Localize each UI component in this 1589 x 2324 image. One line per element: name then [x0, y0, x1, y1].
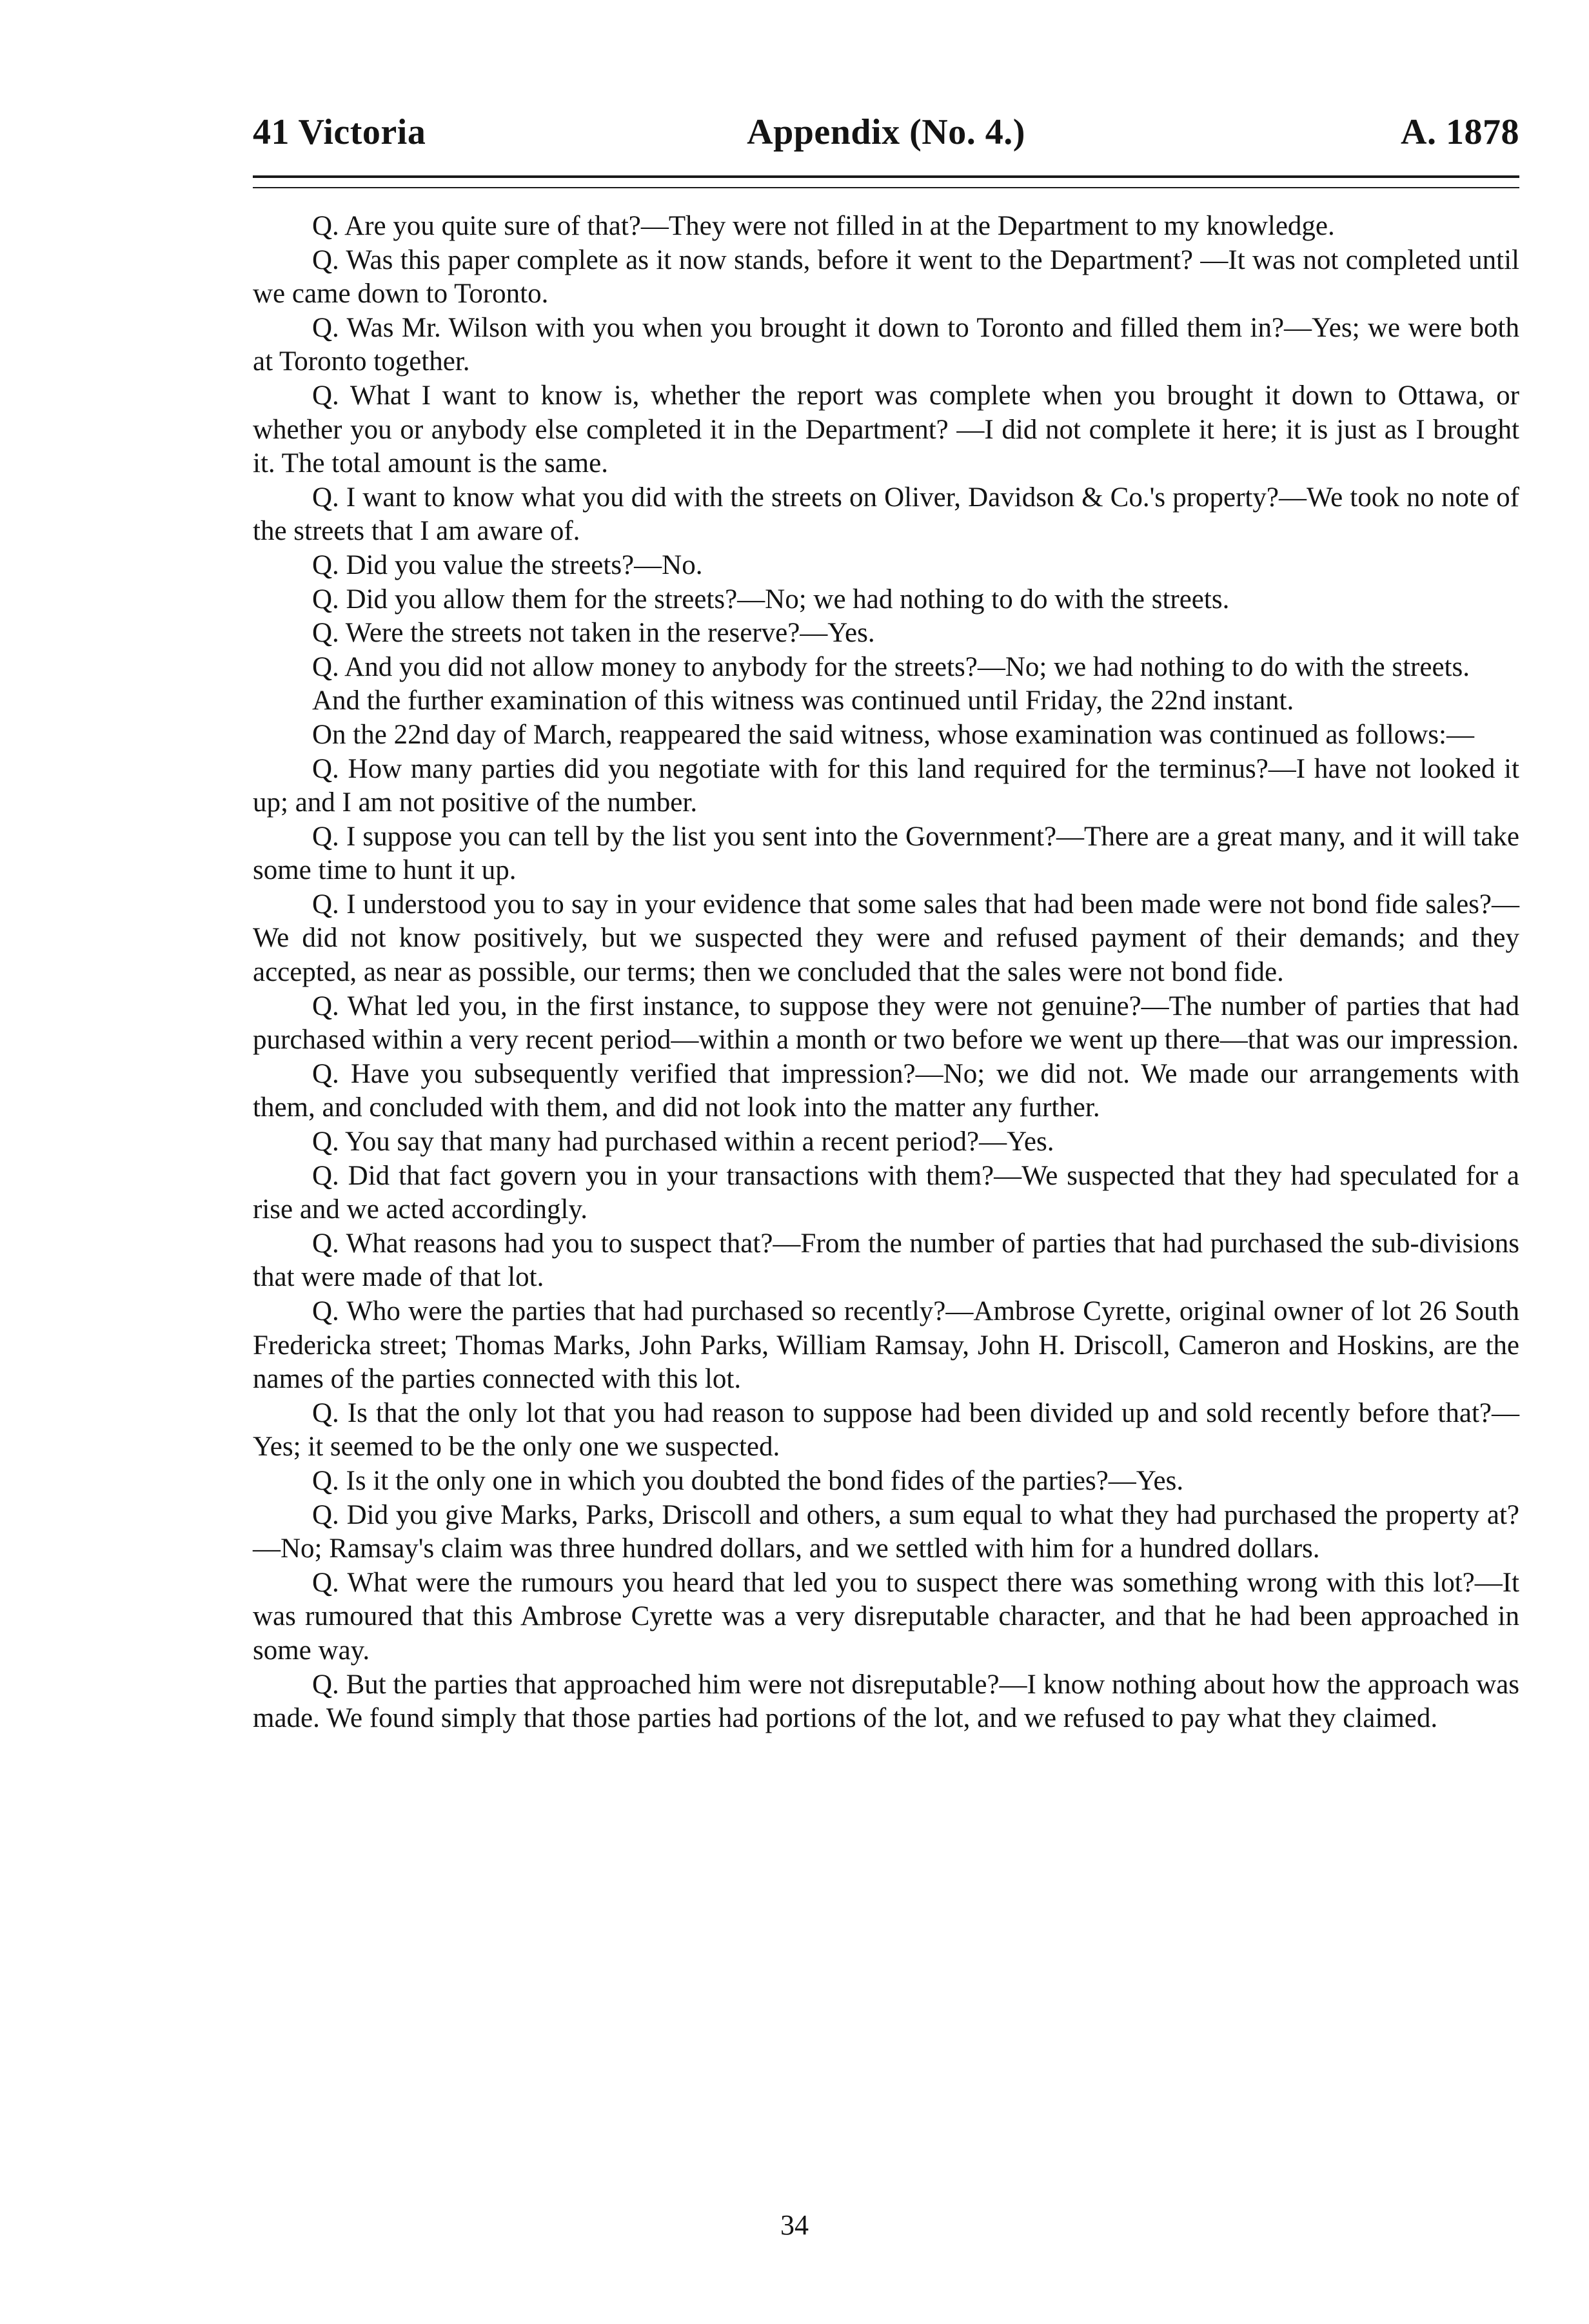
paragraph: Q. Was Mr. Wilson with you when you brought it down to Toronto and filled them in?—Yes; we were both at Toronto together. [253, 312, 1519, 377]
header-appendix: Appendix (No. 4.) [747, 112, 1025, 152]
paragraph: Q. I want to know what you did with the streets on Oliver, Davidson & Co.'s property?—We took no note of the streets that I am aware of. [253, 482, 1519, 547]
testimony-body [253, 210, 1519, 1736]
paragraph: Q. And you did not allow money to anybody for the streets?—No; we had nothing to do with the streets. [312, 651, 1470, 682]
paragraph: Q. Have you subsequently verified that impression?—No; we did not. We made our arrangements with them, and concluded with them, and did not look into the matter any further. [253, 1058, 1519, 1123]
paragraph: Q. What led you, in the first instance, to suppose they were not genuine?—The number of parties that had purchased within a very recent period—within a month or two before we went up there—that was our impression. [253, 990, 1519, 1056]
header-year: A. 1878 [1401, 112, 1519, 152]
paragraph: Q. What were the rumours you heard that led you to suspect there was something wrong with this lot?—It was rumoured that this Ambrose Cyrette was a very disreputable character, and that he had been approached in some way. [253, 1567, 1519, 1666]
paragraph: Q. You say that many had purchased within a recent period?—Yes. [312, 1127, 1054, 1157]
paragraph: Q. Who were the parties that had purchased so recently?—Ambrose Cyrette, original owner of lot 26 South Fredericka street; Thomas Marks, John Parks, William Ramsay, John H. Driscoll, Cameron and Hoskins, are the names of the parties connected with this lot. [253, 1296, 1519, 1395]
paragraph: Q. How many parties did you negotiate with for this land required for the terminus?—I have not looked it up; and I am not positive of the number. [253, 753, 1519, 818]
paragraph: On the 22nd day of March, reappeared the said witness, whose examination was continued as follows:— [312, 719, 1474, 750]
paragraph: Q. Is it the only one in which you doubted the bond fides of the parties?—Yes. [312, 1465, 1184, 1496]
paragraph: Q. What I want to know is, whether the report was complete when you brought it down to Ottawa, or whether you or anybody else completed it in the Department? —I did not complete it here; it is just as I brought it. The total amount is the same. [253, 380, 1519, 479]
header-rule [253, 175, 1519, 188]
running-header [253, 97, 1519, 168]
paragraph: Q. But the parties that approached him were not disreputable?—I know nothing about how the approach was made. We found simply that those parties had portions of the lot, and we refused to pay what they claimed. [253, 1669, 1519, 1734]
paragraph: Q. What reasons had you to suspect that?—From the number of parties that had purchased the sub-divisions that were made of that lot. [253, 1228, 1519, 1293]
paragraph: Q. Are you quite sure of that?—They were not filled in at the Department to my knowledge. [312, 211, 1335, 241]
paragraph: And the further examination of this witness was continued until Friday, the 22nd instant. [312, 685, 1294, 716]
paragraph: Q. I understood you to say in your evidence that some sales that had been made were not bond fide sales?—We did not know positively, but we suspected they were and refused payment of their demands; and they accepted, as near as possible, our terms; then we concluded that the sales were not bond fide. [253, 889, 1519, 988]
page-number: 34 [780, 2209, 809, 2241]
paragraph: Q. Did you allow them for the streets?—No; we had nothing to do with the streets. [312, 584, 1230, 615]
paragraph: Q. Were the streets not taken in the reserve?—Yes. [312, 618, 875, 649]
paragraph: Q. Did you give Marks, Parks, Driscoll and others, a sum equal to what they had purchased the property at?—No; Ramsay's claim was three hundred dollars, and we settled with him for a hundred dollars. [253, 1499, 1519, 1564]
paragraph: Q. Did you value the streets?—No. [312, 549, 703, 580]
paragraph: Q. I suppose you can tell by the list you sent into the Government?—There are a great many, and it will take some time to hunt it up. [253, 821, 1519, 886]
header-session: 41 Victoria [253, 112, 426, 152]
paragraph: Q. Was this paper complete as it now stands, before it went to the Department? —It was not completed until we came down to Toronto. [253, 244, 1519, 310]
paragraph: Q. Did that fact govern you in your transactions with them?—We suspected that they had speculated for a rise and we acted accordingly. [253, 1160, 1519, 1225]
paragraph: Q. Is that the only lot that you had reason to suppose had been divided up and sold recently before that?—Yes; it seemed to be the only one we suspected. [253, 1397, 1519, 1462]
